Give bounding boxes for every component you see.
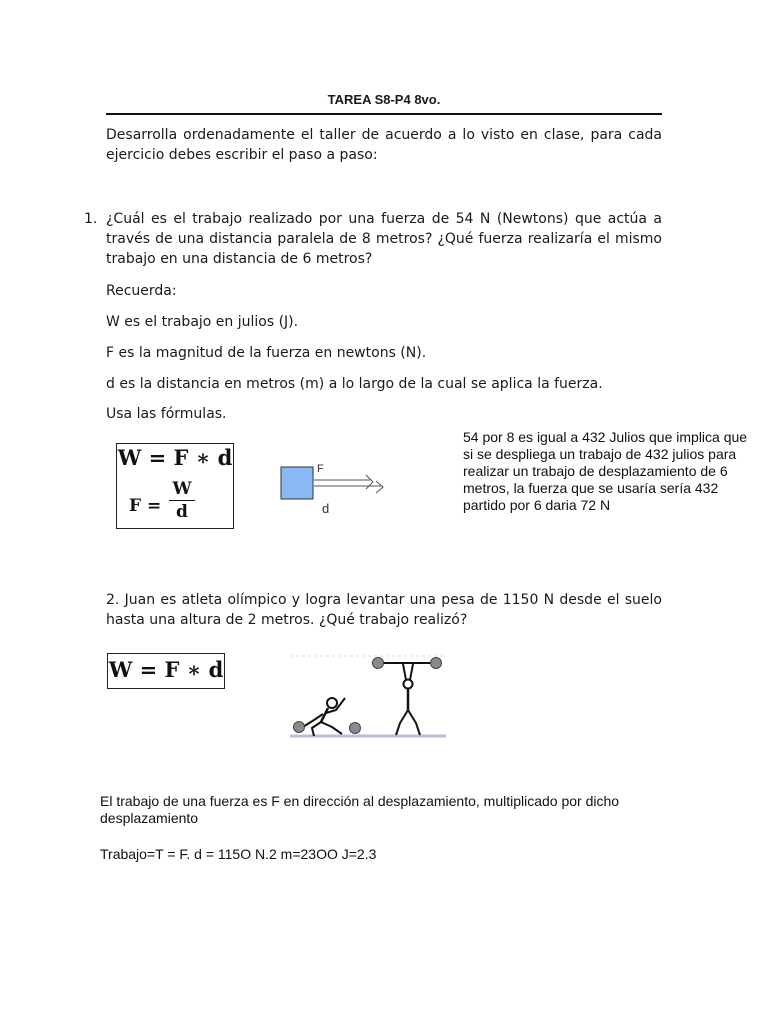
force-arrowhead-2 (376, 481, 383, 493)
force-diagram (278, 460, 388, 520)
lifter-leg-left (396, 710, 408, 735)
formula-numerator: W (172, 479, 192, 499)
floor-weight-right (350, 723, 361, 734)
formula-box-2 (107, 653, 225, 689)
remember-label: Recuerda: (106, 283, 177, 299)
title-divider (106, 113, 662, 115)
formula-work-2: W = F ∗ d (108, 657, 224, 682)
block-square (281, 467, 313, 499)
formula-denominator: d (176, 502, 188, 522)
lifter-arm-left (403, 664, 406, 680)
formula-fraction (169, 479, 195, 522)
crouch-figure-head (327, 698, 337, 708)
weightlifter-illustration (288, 650, 448, 742)
lifter-arm-right (410, 664, 413, 680)
raised-weight-right (431, 658, 442, 669)
floor-weight-left (294, 722, 305, 733)
definition-f: F es la magnitud de la fuerza en newtons (N). (106, 345, 427, 361)
crouch-figure-leg-2 (321, 722, 342, 734)
diagram-distance-label: d (322, 501, 330, 516)
intro-text: Desarrolla ordenadamente el taller de acuerdo a lo visto en clase, para cada ejercicio debes escribir el paso a paso: (106, 127, 662, 163)
definition-w: W es el trabajo en julios (J). (106, 314, 299, 330)
fraction-bar (169, 500, 195, 501)
formula-force-lhs: F = (129, 496, 162, 516)
page-title: TAREA S8-P4 8vo. (327, 92, 441, 107)
formula-box-1 (116, 443, 234, 529)
exercise-1-number: 1. (84, 211, 98, 227)
lifter-leg-right (408, 710, 420, 735)
crouch-figure-arm (303, 714, 323, 727)
exercise-2-answer-explanation: El trabajo de una fuerza es F en dirección al desplazamiento, multiplicado por dicho desplazamiento (100, 793, 620, 826)
exercise-2-answer-calculation: Trabajo=T = F. d = 115O N.2 m=23OO J=2.3 (100, 846, 377, 862)
definition-d: d es la distancia en metros (m) a lo largo de la cual se aplica la fuerza. (106, 376, 603, 392)
force-arrowhead-1 (366, 475, 373, 489)
raised-weight-left (373, 658, 384, 669)
exercise-1-question: ¿Cuál es el trabajo realizado por una fuerza de 54 N (Newtons) que actúa a través de una distancia paralela de 8 metros? ¿Qué fuerza realizaría el mismo trabajo en una distancia de 6 metros? (106, 211, 662, 267)
use-formulas-label: Usa las fórmulas. (106, 406, 227, 422)
crouch-figure-leg-1 (312, 722, 321, 736)
formula-work: W = F ∗ d (117, 445, 233, 470)
exercise-2-question: 2. Juan es atleta olímpico y logra levantar una pesa de 1150 N desde el suelo hasta una altura de 2 metros. ¿Qué trabajo realizó? (106, 592, 662, 628)
lifter-head (404, 680, 413, 689)
exercise-1-answer: 54 por 8 es igual a 432 Julios que implica que si se despliega un trabajo de 432 julios para realizar un trabajo de desplazamiento de 6 metros, la fuerza que se usaría sería 432 partido por 6 daria 72 N (463, 429, 748, 513)
diagram-force-label: F (317, 463, 324, 475)
